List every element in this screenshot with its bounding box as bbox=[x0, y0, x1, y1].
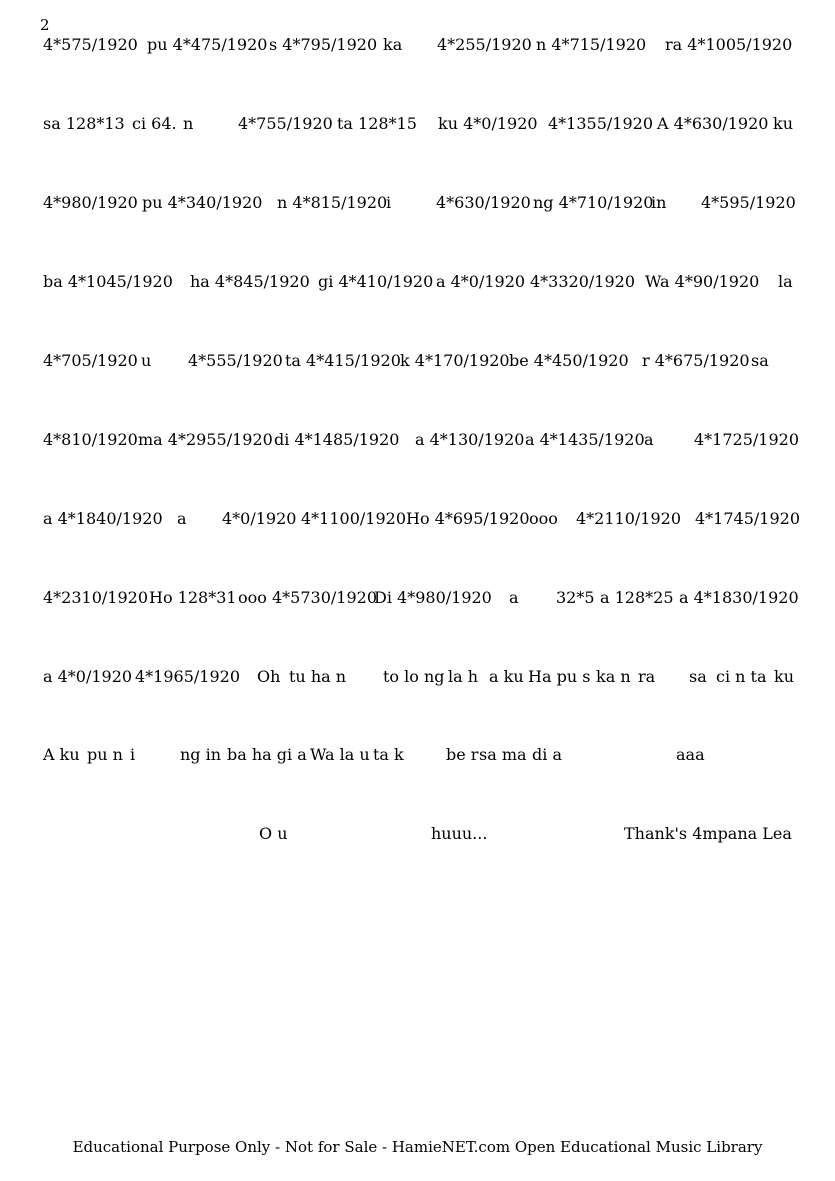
lyric-token: sa bbox=[689, 667, 707, 686]
lyric-token: ng in bbox=[180, 745, 222, 764]
text-line bbox=[0, 272, 835, 294]
lyric-token: 4*595/1920 bbox=[701, 193, 796, 212]
lyric-token: 4*630/1920 bbox=[436, 193, 531, 212]
lyric-token: a 4*1435/1920 bbox=[525, 430, 645, 449]
lyric-token: sa 128*13 bbox=[43, 114, 125, 133]
lyric-token: aaa bbox=[676, 745, 705, 764]
lyric-token: ka n bbox=[596, 667, 631, 686]
text-line bbox=[0, 35, 835, 57]
lyric-token: ooo 4*5730/1920 bbox=[238, 588, 377, 607]
lyric-token: 4*1100/1920 bbox=[301, 509, 407, 528]
lyric-token: n 4*815/1920 bbox=[277, 193, 388, 212]
lyric-token: pu 4*340/1920 bbox=[142, 193, 263, 212]
lyric-token: a 4*0/1920 bbox=[43, 667, 133, 686]
text-line bbox=[0, 667, 835, 689]
lyric-token: O u bbox=[259, 824, 288, 843]
text-line bbox=[0, 509, 835, 531]
lyric-token: 4*255/1920 bbox=[437, 35, 532, 54]
lyric-token: a bbox=[177, 509, 187, 528]
lyric-token: Wa 4*90/1920 bbox=[645, 272, 760, 291]
lyric-token: ba ha gi a bbox=[227, 745, 307, 764]
lyric-token: i bbox=[386, 193, 392, 212]
lyric-token: 4*555/1920 bbox=[188, 351, 283, 370]
lyric-token: be r bbox=[446, 745, 479, 764]
lyric-token: Di 4*980/1920 bbox=[374, 588, 492, 607]
lyric-token: 4*1965/1920 bbox=[135, 667, 241, 686]
lyric-token: ra bbox=[638, 667, 656, 686]
lyric-token: Ho 128*31 bbox=[149, 588, 237, 607]
lyric-token: la bbox=[778, 272, 793, 291]
lyric-token: di 4*1485/1920 bbox=[274, 430, 400, 449]
lyric-token: k 4*170/1920 bbox=[400, 351, 510, 370]
lyric-token: a bbox=[509, 588, 519, 607]
lyric-token: ku 4*0/1920 bbox=[438, 114, 538, 133]
lyric-token: a 128*25 bbox=[600, 588, 674, 607]
lyric-token: sa ma bbox=[479, 745, 527, 764]
lyric-token: n bbox=[183, 114, 194, 133]
text-line bbox=[0, 430, 835, 452]
lyric-token: 4*3320/1920 bbox=[530, 272, 636, 291]
lyric-token: tu ha n bbox=[289, 667, 347, 686]
lyric-token: ku bbox=[774, 667, 794, 686]
lyric-token: s 4*795/1920 bbox=[269, 35, 378, 54]
lyric-token: n 4*715/1920 bbox=[536, 35, 647, 54]
text-line bbox=[0, 745, 835, 767]
lyric-token: ra 4*1005/1920 bbox=[665, 35, 793, 54]
lyric-token: a 4*130/1920 bbox=[415, 430, 525, 449]
lyric-token: pu 4*475/1920 bbox=[147, 35, 268, 54]
lyric-token: Oh bbox=[257, 667, 281, 686]
lyric-token: 4*2110/1920 bbox=[576, 509, 682, 528]
lyric-token: 32*5 bbox=[556, 588, 595, 607]
lyric-token: 4*980/1920 bbox=[43, 193, 138, 212]
lyric-token: a bbox=[644, 430, 654, 449]
lyric-token: a 4*1840/1920 bbox=[43, 509, 163, 528]
text-line bbox=[0, 351, 835, 373]
page-number: 2 bbox=[40, 16, 50, 34]
lyric-token: r 4*675/1920 bbox=[642, 351, 750, 370]
lyric-token: ta 4*415/1920 bbox=[285, 351, 401, 370]
lyric-token: 4*755/1920 bbox=[238, 114, 333, 133]
lyric-token: ba 4*1045/1920 bbox=[43, 272, 173, 291]
lyric-token: 4*1745/1920 bbox=[695, 509, 801, 528]
lyric-token: huuu... bbox=[431, 824, 488, 843]
lyric-token: pu n bbox=[87, 745, 123, 764]
lyric-token: Wa la u bbox=[310, 745, 370, 764]
lyric-token: 4*1355/1920 bbox=[548, 114, 654, 133]
lyric-token: ma 4*2955/1920 bbox=[138, 430, 273, 449]
lyric-token: 4*1725/1920 bbox=[694, 430, 800, 449]
lyric-token: be 4*450/1920 bbox=[509, 351, 629, 370]
lyric-token: a 4*0/1920 bbox=[436, 272, 526, 291]
lyric-token: ku bbox=[773, 114, 793, 133]
lyric-token: A 4*630/1920 bbox=[657, 114, 769, 133]
lyric-token: ng 4*710/1920 bbox=[533, 193, 654, 212]
lyric-token: u bbox=[141, 351, 152, 370]
lyric-token: ka bbox=[383, 35, 403, 54]
lyric-token: sa bbox=[751, 351, 769, 370]
text-line bbox=[0, 193, 835, 215]
text-line bbox=[0, 824, 835, 846]
lyric-token: a 4*1830/1920 bbox=[679, 588, 799, 607]
text-line bbox=[0, 114, 835, 136]
lyric-token: ta k bbox=[373, 745, 404, 764]
lyric-token: in bbox=[651, 193, 667, 212]
lyric-token: a ku bbox=[489, 667, 524, 686]
lyric-token: la h bbox=[448, 667, 479, 686]
lyric-token: ooo bbox=[529, 509, 558, 528]
lyric-token: ci 64. bbox=[132, 114, 177, 133]
lyric-token: to lo ng bbox=[383, 667, 445, 686]
lyric-token: gi 4*410/1920 bbox=[318, 272, 434, 291]
lyric-token: 4*810/1920 bbox=[43, 430, 138, 449]
text-line bbox=[0, 588, 835, 610]
lyric-token: 4*575/1920 bbox=[43, 35, 138, 54]
lyric-token: 4*2310/1920 bbox=[43, 588, 149, 607]
lyric-token: Ha pu s bbox=[528, 667, 591, 686]
lyric-token: 4*0/1920 bbox=[222, 509, 297, 528]
lyric-token: ci n ta bbox=[716, 667, 767, 686]
footer-notice: Educational Purpose Only - Not for Sale - HamieNET.com Open Educational Music Library bbox=[72, 1138, 763, 1156]
lyric-token: Thank's 4mpana Lea bbox=[624, 824, 792, 843]
lyric-token: A ku bbox=[43, 745, 80, 764]
lyric-token: ha 4*845/1920 bbox=[190, 272, 310, 291]
lyric-token: ta 128*15 bbox=[337, 114, 417, 133]
lyric-token: 4*705/1920 bbox=[43, 351, 138, 370]
lyric-token: Ho 4*695/1920 bbox=[406, 509, 530, 528]
lyric-token: i bbox=[130, 745, 136, 764]
lyric-token: di a bbox=[532, 745, 562, 764]
